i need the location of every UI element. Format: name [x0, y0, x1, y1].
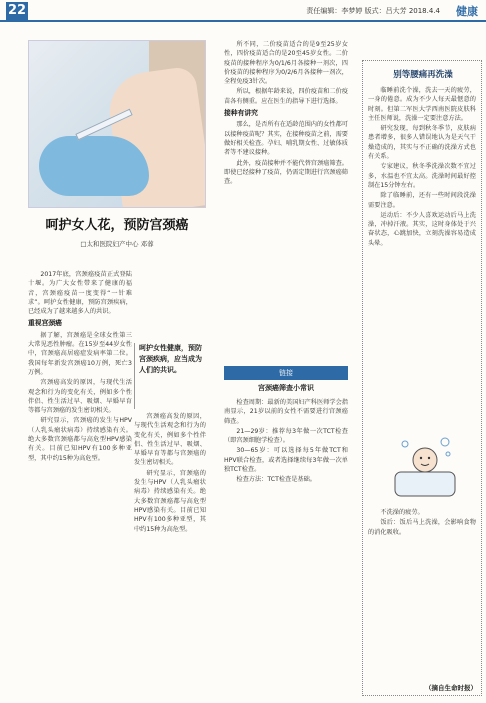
sidebar-paragraph: 除了临睡前，还有一些时间段洗澡需要注意。 [368, 192, 476, 209]
sidebar-paragraph: 专家建议，秋冬季洗澡次数不宜过多，水温也不宜太高。洗澡时间最好控制在15分钟左右。 [368, 163, 476, 189]
sidebar-column-bottom [368, 508, 476, 680]
header-editor-info: 责任编辑：李梦婷 版式：吕大芳 2018.4.4 [306, 7, 440, 15]
col1b-paragraph: 宫颈癌高发的原因，与现代生活观念和行为的变化有关，例如多个性伴侣、性生活过早、吸烟、早婚早育等都与宫颈癌的发生密切相关。 [134, 413, 206, 467]
sidebar-paragraph: 饭后：饭后马上洗澡，会影响食物的消化吸收。 [368, 519, 476, 536]
box-paragraph: 30—65岁：可以选择每5年做TCT和HPV联合检查，或者选择继续每3年做一次单独TCT检查。 [224, 447, 348, 474]
box-paragraph: 检查方法：TCT检查是基础。 [236, 476, 316, 484]
bathing-cartoon-icon [390, 432, 460, 502]
article-byline: □太和医院妇产中心 邓蓉 [80, 240, 154, 248]
col1-heading: 重视宫颈癌 [28, 319, 62, 328]
column-1-top [28, 270, 132, 680]
col1-paragraph: 宫颈癌高发的原因，与现代生活观念和行为的变化有关，例如多个性伴侣、性生活过早、吸烟、早婚早育等都与宫颈癌的发生密切相关。 [28, 379, 132, 415]
column-3 [224, 398, 348, 680]
page-number: 22 [7, 3, 27, 18]
sidebar-paragraph: 研究发现，每到秋冬季节，皮肤病患者增多，很多人错误地认为是天气干燥造成的，其实与不正确的洗澡方式也有关系。 [368, 125, 476, 161]
col2-paragraph: 所以，根据年龄来说，四价疫苗和二价疫苗各有侧重。应在医生的指导下进行选择。 [224, 88, 348, 105]
page-header [0, 0, 486, 22]
col2-paragraph: 那么，是否所有在适龄范围内的女性都可以接种疫苗呢？其实，在接种疫苗之前，需要做好相关检查。孕妇、哺乳期女性、过敏体质者等不建议接种。 [224, 121, 348, 157]
header-section-name: 健康 [456, 5, 478, 18]
glove-shape [39, 136, 149, 196]
vaccine-photo [28, 40, 206, 208]
column-2 [224, 40, 348, 360]
col1b-paragraph: 研究显示，宫颈癌的发生与HPV（人乳头瘤状病毒）持续感染有关。绝大多数宫颈癌都与高危型HPV感染有关。目前已知HPV有100多种亚型，其中约15种为高危型。 [134, 469, 206, 533]
column-1b [134, 412, 206, 680]
pull-quote: 呵护女性健康，预防宫颈疾病，应当成为人们的共识。 [134, 343, 206, 409]
article-title: 呵护女人花，预防宫颈癌 [45, 218, 189, 233]
sidebar-paragraph: 临睡前洗个澡，洗去一天的疲劳，一身的倦意。成为不少人每天最惬意的时刻。但第二军医大学西南医院皮肤科主任医师说，洗澡一定要注意方法。 [368, 87, 476, 122]
sidebar-paragraph: 运动后：不少人喜欢运动后马上洗澡，冲掉汗液。其实，这时身体处于兴奋状态，心跳加快，立刻洗澡容易造成头晕。 [368, 211, 476, 247]
sidebar-column-top [368, 86, 476, 426]
col2-paragraph: 此外，疫苗接种并不能代替宫颈癌筛查。即使已经接种了疫苗，仍需定期进行宫颈癌筛查。 [224, 159, 348, 186]
source-credit: （摘自生命时报） [425, 684, 477, 692]
box-paragraph: 21—29岁：推荐每3年做一次TCT检查（即宫颈细胞学检查）。 [224, 427, 348, 445]
col1-intro: 2017年底，宫颈癌疫苗正式登陆十堰。为广大女性带来了健康的福音，宫颈癌疫苗一度变得“一针难求”。呵护女性健康，预防宫颈疾病，已经成为了越来越多人的共识。 [28, 271, 132, 316]
col1-paragraph: 据了解，宫颈癌是全球女性第三大常见恶性肿瘤。在15岁至44岁女性中，宫颈癌高居癌症发病率第二位。我国每年新发宫颈癌10万例，死亡3万例。 [28, 331, 132, 376]
col2-heading: 接种有讲究 [224, 109, 258, 118]
col1-paragraph: 研究显示，宫颈癌的发生与HPV（人乳头瘤状病毒）持续感染有关。绝大多数宫颈癌都与高危型HPV感染有关。目前已知HPV有100多种亚型，其中约15种为高危型。 [28, 417, 132, 462]
link-box-title: 链接 [224, 366, 348, 380]
sidebar-title: 别等腰痛再洗澡 [393, 70, 453, 80]
col2-paragraph: 所不同，二价疫苗适合的是9至25岁女性，四价疫苗适合的是20至45岁女性。二价疫苗的接种程序为0/1/6月各接种一剂次，四价疫苗的接种程序为0/2/6月各接种一剂次，全程免疫3针次。 [224, 41, 348, 86]
link-box-subtitle: 宫颈癌筛查小常识 [258, 384, 314, 392]
article-title-box [28, 210, 206, 258]
box-paragraph: 检查周期：最新的美国妇产科医师学会指南显示，21岁以前的女性不需要进行宫颈癌筛查。 [224, 399, 348, 425]
sidebar-paragraph: 不洗澡的疲劳。 [380, 509, 424, 516]
